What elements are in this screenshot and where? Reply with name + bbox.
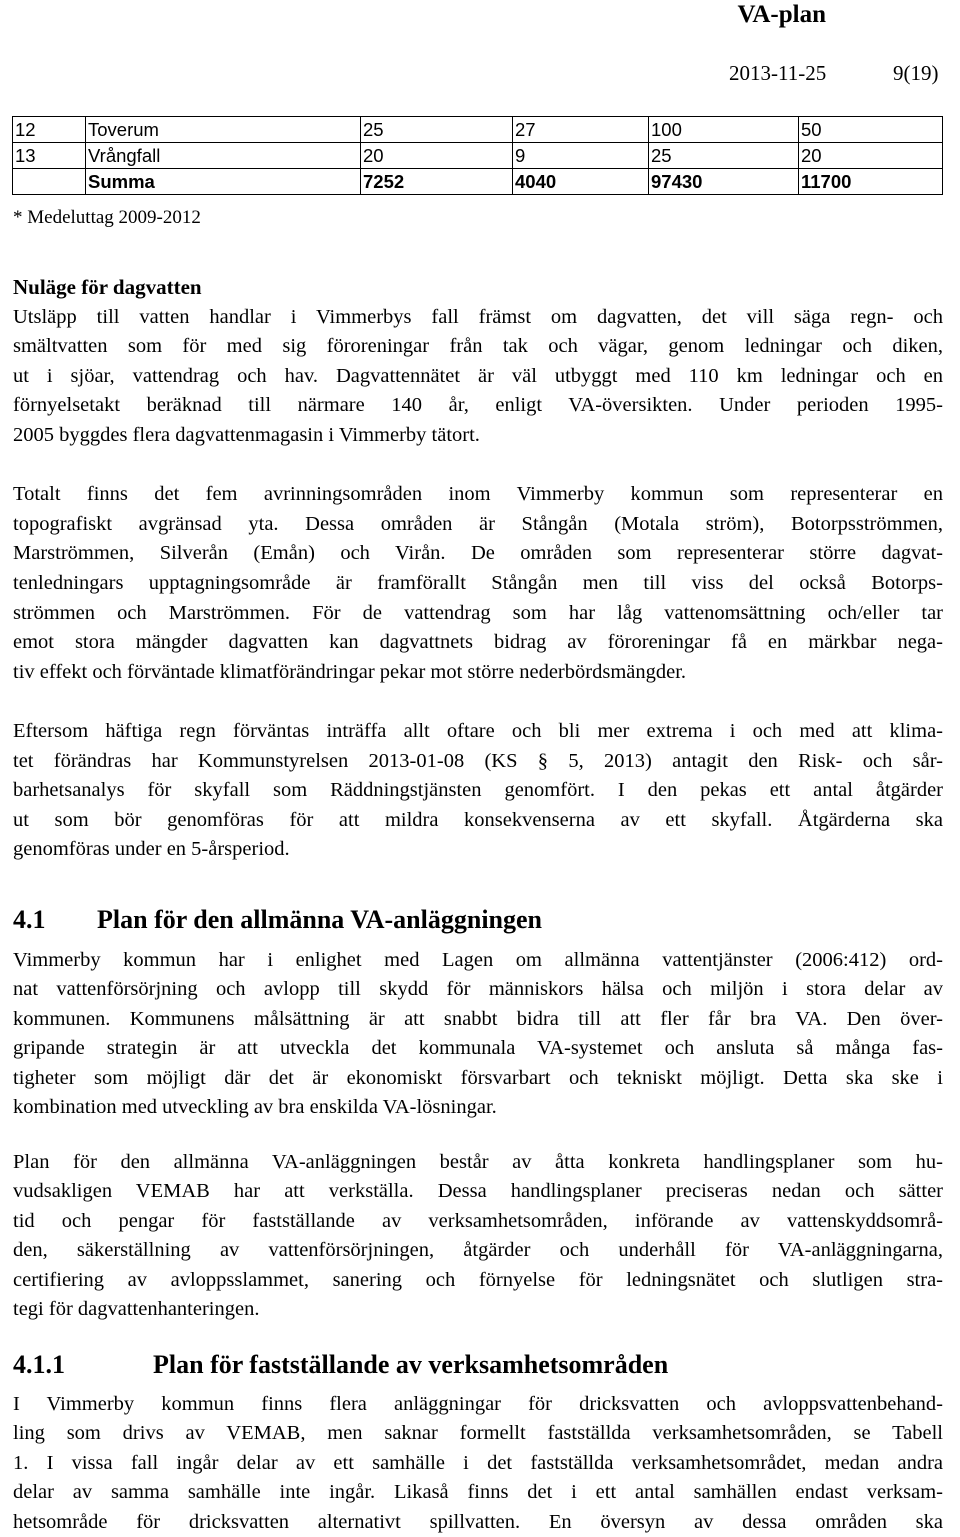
section-title: Plan för fastställande av verksamhetsområden — [153, 1350, 669, 1379]
text-line: strömmen och Marströmmen. För de vattendrag som har låg vattenomsättning och/eller tar — [13, 601, 943, 624]
table-cell-name: Summa — [86, 169, 361, 195]
table-cell: 7252 — [361, 169, 513, 195]
table-row — [13, 117, 943, 143]
page-number: 9(19) — [893, 61, 939, 85]
table-summary-row — [13, 169, 943, 195]
text-line: Eftersom häftiga regn förväntas inträffa allt oftare och bli mer extrema i och med att klima- — [13, 719, 943, 742]
table-cell-number: 13 — [13, 143, 86, 169]
section-number: 4.1.1 — [13, 1350, 65, 1379]
text-line: förnyelsetakt beräknad till närmare 140 år, enligt VA-översikten. Under perioden 1995- — [13, 394, 943, 417]
paragraph — [13, 946, 943, 1122]
table-footnote: * Medeluttag 2009-2012 — [13, 207, 201, 228]
text-line: tid och pengar för fastställande av verksamhetsområden, införande av vattenskyddsområ- — [13, 1209, 943, 1232]
text-line: hetsområde för dricksvatten alternativt spillvatten. En översyn av dessa områden ska — [13, 1510, 943, 1533]
text-line: smältvatten som för med sig föroreningar från tak och vägar, genom ledningar och diken, — [13, 335, 943, 358]
text-line: ling som drivs av VEMAB, men saknar formellt fastställda verksamhetsområden, se Tabell — [13, 1422, 943, 1445]
table-cell: 50 — [799, 117, 943, 143]
text-line: delar av samma samhälle inte ingår. Likaså finns det i ett antal samhällen endast verksam- — [13, 1481, 943, 1504]
table-cell: 4040 — [513, 169, 649, 195]
table-cell: 27 — [513, 117, 649, 143]
text-line: gripande strategin är att utveckla det kommunala VA-systemet och ansluta så många fas- — [13, 1037, 943, 1060]
text-line: I Vimmerby kommun finns flera anläggningar för dricksvatten och avloppsvattenbehand- — [13, 1393, 943, 1415]
text-line: Totalt finns det fem avrinningsområden inom Vimmerby kommun som representerar en — [13, 483, 943, 506]
subheading-nulage: Nuläge för dagvatten — [13, 275, 202, 299]
text-line: barhetsanalys för skyfall som Räddningstjänsten genomfört. I den pekas ett antal åtgärder — [13, 779, 943, 802]
paragraph — [13, 1390, 943, 1537]
text-line: kombination med utveckling av bra enskilda VA-lösningar. — [13, 1096, 497, 1119]
data-table — [12, 116, 943, 195]
table-cell-number — [13, 169, 86, 195]
text-line: tenledningars upptagningsområde är framförallt Stångån men till viss del också Botorps- — [13, 571, 943, 594]
table-cell-number: 12 — [13, 117, 86, 143]
document-date: 2013-11-25 — [729, 61, 827, 85]
table-cell: 20 — [799, 143, 943, 169]
text-line: 1. I vissa fall ingår delar av ett samhälle i det fastställda verksamhetsområdet, medan andra — [13, 1451, 943, 1474]
table-cell: 20 — [361, 143, 513, 169]
nulage-section — [13, 273, 943, 865]
paragraph — [13, 717, 943, 865]
paragraph — [13, 1148, 943, 1324]
text-line: ut som bör genomföras för att mildra konsekvenserna av ett skyfall. Åtgärderna ska — [13, 808, 943, 831]
table-cell-name: Vrångfall — [86, 143, 361, 169]
text-line: Marströmmen, Silverån (Emån) och Virån. De områden som representerar större dagvat- — [13, 542, 943, 565]
section-heading-4-1-1 — [13, 1348, 668, 1382]
text-line: Vimmerby kommun har i enlighet med Lagen om allmänna vattentjänster (2006:412) ord- — [13, 949, 943, 971]
text-line: Utsläpp till vatten handlar i Vimmerbys fall främst om dagvatten, det vill säga regn- och — [13, 305, 943, 328]
text-line: kommunen. Kommunens målsättning är att snabbt bidra till att fler får bra VA. Den över- — [13, 1007, 943, 1030]
text-line: topografiskt avgränsad yta. Dessa områden är Stångån (Motala ström), Botorpsströmmen, — [13, 512, 943, 535]
section-heading-4-1 — [13, 903, 542, 937]
text-line: genomföras under en 5-årsperiod. — [13, 838, 290, 861]
text-line: Plan för den allmänna VA-anläggningen består av åtta konkreta handlingsplaner som hu- — [13, 1151, 943, 1173]
text-line: den, säkerställning av vattenförsörjningen, åtgärder och underhåll för VA-anläggningarna, — [13, 1239, 943, 1262]
table-cell: 97430 — [649, 169, 799, 195]
text-line: tegi för dagvattenhanteringen. — [13, 1298, 260, 1321]
text-line: emot stora mängder dagvatten kan dagvattnets bidrag av föroreningar få en märkbar nega- — [13, 631, 943, 654]
paragraph — [13, 480, 943, 687]
section-title: Plan för den allmänna VA-anläggningen — [97, 905, 542, 934]
table-row — [13, 143, 943, 169]
table-cell-name: Toverum — [86, 117, 361, 143]
section-number: 4.1 — [13, 905, 46, 934]
table-cell: 25 — [361, 117, 513, 143]
text-line: tet förändras har Kommunstyrelsen 2013-01-08 (KS § 5, 2013) antagit den Risk- och sår- — [13, 749, 943, 772]
text-line: certifiering av avloppsslammet, sanering och förnyelse för ledningsnätet och slutligen stra- — [13, 1268, 943, 1291]
table-cell: 25 — [649, 143, 799, 169]
table-cell: 11700 — [799, 169, 943, 195]
table-cell: 100 — [649, 117, 799, 143]
table-cell: 9 — [513, 143, 649, 169]
text-line: ut i sjöar, vattendrag och hav. Dagvattennätet är väl utbyggt med 110 km ledningar och en — [13, 364, 943, 387]
text-line: tiv effekt och förväntade klimatförändringar pekar mot större nederbördsmängder. — [13, 660, 687, 683]
text-line: tigheter som möjligt där det är ekonomiskt försvarbart och tekniskt möjligt. Detta ska ske i — [13, 1066, 943, 1089]
paragraph — [13, 303, 943, 451]
text-line: nat vattenförsörjning och avlopp till skydd för människors hälsa och miljön i stora delar av — [13, 978, 943, 1001]
document-title: VA-plan — [737, 1, 826, 28]
text-line: 2005 byggdes flera dagvattenmagasin i Vimmerby tätort. — [13, 423, 480, 446]
text-line: vudsakligen VEMAB har att verkställa. Dessa handlingsplaner preciseras nedan och sätter — [13, 1180, 943, 1203]
